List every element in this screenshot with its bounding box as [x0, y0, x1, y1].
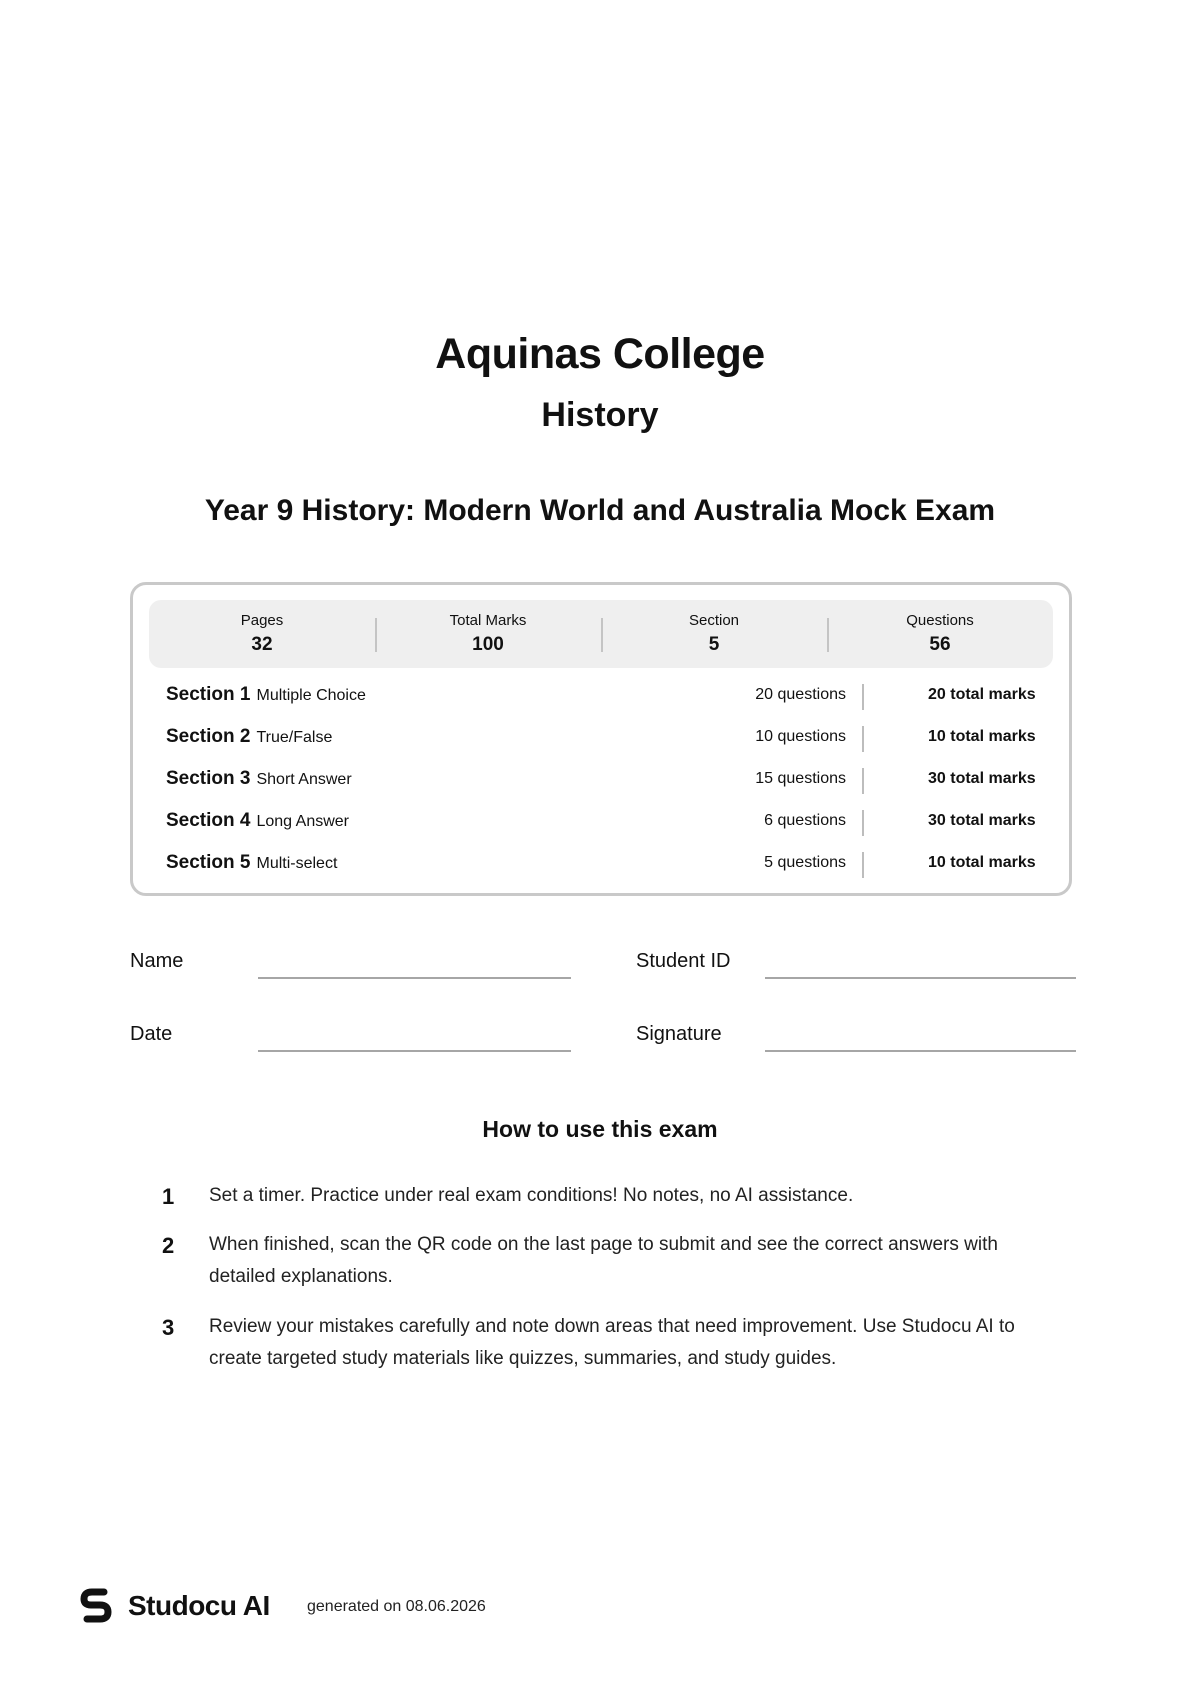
instructions-heading: How to use this exam	[482, 1116, 718, 1142]
footer-brand: Studocu AI	[128, 1590, 270, 1621]
stat-label: Pages	[240, 612, 284, 629]
date-label: Date	[130, 1023, 173, 1045]
step-text: When finished, scan the QR code on the last page to submit and see the correct answers with detailed explanations.	[209, 1234, 998, 1287]
generated-date: generated on 08.06.2026	[307, 1598, 486, 1615]
step-number: 2	[162, 1233, 175, 1258]
section-divider	[862, 684, 864, 710]
stat-label: Total Marks	[449, 612, 527, 629]
section-marks: 30 total marks	[928, 812, 1036, 829]
section-divider	[862, 852, 864, 878]
section-name: Section 5	[166, 852, 251, 873]
section-marks: 10 total marks	[928, 854, 1036, 871]
section-marks: 20 total marks	[928, 686, 1036, 703]
stat-sections	[601, 600, 827, 668]
section-name: Section 3	[166, 768, 251, 789]
section-row-1	[166, 682, 1046, 712]
section-type: Multiple Choice	[256, 687, 366, 704]
step-text: Review your mistakes carefully and note down areas that need improvement. Use Studocu AI to create targeted study materials like quizzes, summaries, and study guides.	[209, 1316, 1015, 1369]
name-field[interactable]	[258, 977, 571, 979]
stats-bar	[149, 600, 1053, 668]
section-type: Short Answer	[256, 771, 352, 788]
section-marks: 30 total marks	[928, 770, 1036, 787]
step-text: Set a timer. Practice under real exam conditions! No notes, no AI assistance.	[209, 1185, 854, 1206]
section-row-4	[166, 808, 1046, 838]
exam-title: Year 9 History: Modern World and Australia Mock Exam	[204, 494, 996, 527]
section-divider	[862, 810, 864, 836]
section-row-3	[166, 766, 1046, 796]
section-questions: 5 questions	[764, 854, 846, 871]
section-type: Long Answer	[256, 813, 349, 830]
section-type: Multi-select	[256, 855, 338, 872]
stat-value: 100	[472, 634, 504, 655]
subject-title: History	[541, 396, 659, 434]
stat-label: Questions	[906, 612, 974, 629]
student-id-label: Student ID	[636, 950, 731, 972]
section-row-5	[166, 850, 1046, 880]
section-questions: 10 questions	[755, 728, 846, 745]
stat-value: 32	[251, 634, 273, 655]
date-field[interactable]	[258, 1050, 571, 1052]
step-number: 3	[162, 1315, 175, 1340]
section-type: True/False	[256, 729, 333, 746]
name-label: Name	[130, 950, 184, 972]
stat-value: 5	[708, 634, 720, 655]
section-name: Section 1	[166, 684, 251, 705]
section-marks: 10 total marks	[928, 728, 1036, 745]
section-questions: 15 questions	[755, 770, 846, 787]
section-questions: 20 questions	[755, 686, 846, 703]
section-divider	[862, 768, 864, 794]
section-divider	[862, 726, 864, 752]
exam-summary-card	[130, 582, 1072, 896]
signature-field[interactable]	[765, 1050, 1076, 1052]
stat-questions	[827, 600, 1053, 668]
studocu-logo-icon	[78, 1586, 114, 1624]
stat-value: 56	[929, 634, 951, 655]
section-row-2	[166, 724, 1046, 754]
section-name: Section 4	[166, 810, 251, 831]
stat-total-marks	[375, 600, 601, 668]
stat-label: Section	[688, 612, 740, 629]
step-number: 1	[162, 1184, 175, 1209]
section-questions: 6 questions	[764, 812, 846, 829]
stat-pages	[149, 600, 375, 668]
signature-label: Signature	[636, 1023, 722, 1045]
school-name: Aquinas College	[435, 330, 765, 378]
section-name: Section 2	[166, 726, 251, 747]
student-id-field[interactable]	[765, 977, 1076, 979]
